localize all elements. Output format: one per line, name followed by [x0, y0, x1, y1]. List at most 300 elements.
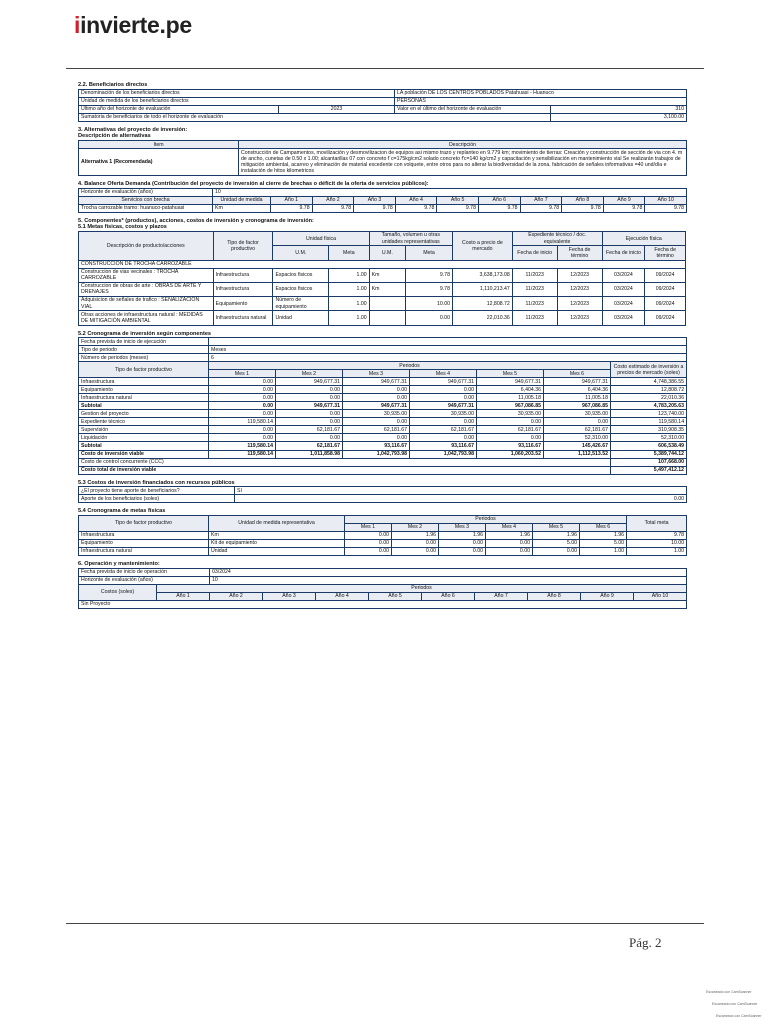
row-label: Infraestructura: [79, 378, 209, 386]
year-header: Año 6: [422, 592, 475, 600]
cell-value: 62,181.67: [544, 426, 611, 434]
factor-type: Infraestructura: [213, 282, 273, 296]
exp-start: 11/2023: [512, 311, 557, 325]
factor-type: Infraestructura: [79, 532, 209, 540]
product-description: Construccion de obras de arte : OBRAS DE ARTE Y DRENAJES: [79, 282, 214, 296]
cell-value: 0.00: [209, 402, 276, 410]
scanner-stamp: Escaneado con CamScanner: [712, 1002, 758, 1006]
exp-end: 12/2023: [557, 282, 602, 296]
col-header: Fecha de término: [557, 246, 602, 260]
row-total: 123,740.00: [611, 410, 687, 418]
value: [209, 338, 687, 346]
product-description: Adquisicion de señales de trafico : SEÑALIZACIÓN VIAL: [79, 297, 214, 311]
unit-2: [369, 297, 405, 311]
exp-end: 12/2023: [557, 268, 602, 282]
product-description: Otras acciones de infraestructura natural : MEDIDAS DE MITIGACIÓN AMBIENTAL: [79, 311, 214, 325]
month-header: Mes 6: [544, 370, 611, 378]
exec-end: 09/2024: [645, 297, 686, 311]
cell-value: 30,935.00: [343, 410, 410, 418]
cell-value: 0.00: [410, 386, 477, 394]
cell-value: 0.00: [343, 386, 410, 394]
cell-value: 30,935.00: [477, 410, 544, 418]
cell-value: 1,042,793.98: [410, 450, 477, 458]
meta-2: 0.00: [405, 311, 452, 325]
section-subtitle: 5.1 Metas físicas, costos y plazos: [78, 224, 167, 231]
exec-end: 09/2024: [645, 282, 686, 296]
col-header: Fecha de inicio: [602, 246, 645, 260]
cell-value: 0.00: [486, 548, 533, 556]
unit: Espacios fisicos: [273, 268, 329, 282]
year-header: Año 5: [437, 196, 479, 204]
ccc-value: 107,668.00: [611, 458, 687, 466]
cell-value: 0.00: [345, 548, 392, 556]
meta: 1.00: [329, 268, 370, 282]
col-header: Descripción: [239, 141, 687, 149]
row-total: 4,783,205.63: [611, 402, 687, 410]
table-row: [79, 402, 687, 410]
alternative-description: Construcción de Campamentos, movilización y desmovilizacion de equipos asi mismo trazo y replanteo en 9.779 km; movimiento de tierras: Creación y construcción de sección de via con 4. m de ancho, cunetas de 0.50 x 1.00; alcantarillas 07 con concreto f´c=175kg/cm2 solado concreto f'c=140 kg/cm2 y capacitación y sensibilización en mantenimiento vial Se realizarán trabajos de mitigación ambiental, acarreo y eliminación de material excedente con volquete, entre otros para no alterar la biodiversidad de la zona. fabricación de señales informativas =40 und/día e instalación de hitos kilometricos: [239, 149, 687, 176]
row-label: Liquidación: [79, 434, 209, 442]
table-row: [79, 548, 687, 556]
month-header: Mes 2: [392, 524, 439, 532]
row-total: 5,389,744.12: [611, 450, 687, 458]
cell-value: 0.00: [209, 386, 276, 394]
factor-type: Equipamiento: [79, 540, 209, 548]
col-header: Periodos: [209, 362, 611, 370]
total-label: Costo total de inversión viable: [79, 466, 611, 474]
meta-2: 10.00: [405, 297, 452, 311]
cell-value: 0.00: [276, 434, 343, 442]
col-header: Servicios con brecha: [79, 196, 213, 204]
cell-value: 5.00: [533, 540, 580, 548]
cell-value: 0.00: [343, 394, 410, 402]
unit-2: [369, 311, 405, 325]
col-header: Total meta: [627, 515, 687, 531]
cell-value: 949,677.31: [544, 378, 611, 386]
row-total: 310,908.35: [611, 426, 687, 434]
exec-end: 09/2024: [645, 268, 686, 282]
cell-value: 5.00: [580, 540, 627, 548]
cell-value: 0.00: [276, 418, 343, 426]
col-header: Expediente técnico / doc. equivalente: [512, 232, 602, 246]
cell-value: 967,086.85: [544, 402, 611, 410]
year-header: Año 8: [528, 592, 581, 600]
month-header: Mes 5: [533, 524, 580, 532]
month-header: Mes 3: [439, 524, 486, 532]
row-label: Subtotal: [79, 442, 209, 450]
value: LA población DE LOS CENTROS POBLADOS Patahuasi - Huanuco: [395, 89, 687, 97]
unit: Km: [213, 204, 271, 212]
exec-start: 03/2024: [602, 282, 645, 296]
cost: 3,638,173.08: [452, 268, 512, 282]
exp-end: 12/2023: [557, 311, 602, 325]
year-header: Año 9: [581, 592, 634, 600]
year-value: 9.78: [354, 204, 396, 212]
year-value: 9.78: [271, 204, 313, 212]
col-header: Fecha de término: [645, 246, 686, 260]
col-header: Ejecución física: [602, 232, 685, 246]
row-label: Supervisión: [79, 426, 209, 434]
year-header: Año 10: [634, 592, 687, 600]
cell-value: 949,677.31: [276, 402, 343, 410]
value: 310: [551, 105, 687, 113]
table-row: [79, 418, 687, 426]
service-name: Trocha carrozable tramo: huanuco-patahuasi: [79, 204, 213, 212]
cell-value: 967,086.85: [477, 402, 544, 410]
month-header: Mes 4: [410, 370, 477, 378]
operacion-table: [78, 568, 687, 609]
section-title: 6. Operación y mantenimiento:: [78, 561, 160, 568]
row-label: Costo de inversión viable: [79, 450, 209, 458]
cell-value: 0.00: [276, 410, 343, 418]
year-header: Año 10: [645, 196, 687, 204]
col-header: Costo estimado de inversión a precios de mercado (soles): [611, 362, 687, 378]
table-row: [79, 268, 686, 282]
factor-type: Infraestructura natural: [79, 548, 209, 556]
month-header: Mes 3: [343, 370, 410, 378]
scanner-stamp: Escaneado con CamScanner: [706, 990, 752, 994]
cell-value: 30,935.00: [410, 410, 477, 418]
col-header: U.M.: [369, 246, 405, 260]
row-total: 119,580.14: [611, 418, 687, 426]
cell-value: 1,011,858.98: [276, 450, 343, 458]
cell-value: 1.96: [580, 532, 627, 540]
cell-value: 1,042,793.98: [343, 450, 410, 458]
unit: Número de equipamiento: [273, 297, 329, 311]
cell-value: 0.00: [477, 418, 544, 426]
label: Fecha prevista de inicio de ejecución: [79, 338, 209, 346]
cell-value: 52,310.00: [544, 434, 611, 442]
cost: 22,010.36: [452, 311, 512, 325]
value: 10: [213, 188, 687, 196]
cell-value: 0.00: [439, 548, 486, 556]
cost: 12,808.72: [452, 297, 512, 311]
cell-value: 6,404.36: [477, 386, 544, 394]
cell-value: 0.00: [477, 434, 544, 442]
group-row: CONSTRUCCIÓN DE TROCHA CARROZABLE: [79, 260, 686, 268]
year-value: 9.78: [395, 204, 437, 212]
month-header: Mes 4: [486, 524, 533, 532]
year-header: Año 5: [369, 592, 422, 600]
page-number: Pág. 2: [629, 935, 662, 950]
col-header: Unidad física: [273, 232, 369, 246]
exp-start: 11/2023: [512, 282, 557, 296]
table-row: [79, 442, 687, 450]
cell-value: 0.00: [392, 548, 439, 556]
value: PERSONAS: [395, 97, 687, 105]
table-row: [79, 297, 686, 311]
col-header: Costo a precio de mercado: [452, 232, 512, 261]
value: SI: [235, 487, 687, 495]
cell-value: 1.96: [533, 532, 580, 540]
logo-text: invierte.pe: [80, 12, 192, 38]
year-value: 9.78: [645, 204, 687, 212]
row-total: 10.00: [627, 540, 687, 548]
metas-cronograma-table: [78, 515, 687, 556]
cell-value: 0.00: [209, 378, 276, 386]
meta: 1.00: [329, 311, 370, 325]
value: 3,100.00: [551, 113, 687, 121]
balance-table: [78, 188, 687, 213]
year-value: 9.78: [437, 204, 479, 212]
value: 10: [210, 576, 687, 584]
cell-value: 0.00: [345, 532, 392, 540]
row-total: 4,748,386.55: [611, 378, 687, 386]
col-header: Meta: [329, 246, 370, 260]
factor-type: Infraestructura: [213, 268, 273, 282]
cell-value: 0.00: [410, 434, 477, 442]
col-header: Periodos: [345, 515, 627, 523]
cell-value: 1,060,203.52: [477, 450, 544, 458]
exec-start: 03/2024: [602, 268, 645, 282]
unit: Unidad: [273, 311, 329, 325]
section-subtitle: Descripción de alternativas: [78, 133, 151, 140]
cell-value: 0.00: [410, 394, 477, 402]
section-title: 4. Balance Oferta Demanda (Contribución del proyecto de inversión al cierre de brechas o déficit de la oferta de servicios públicos):: [78, 180, 429, 187]
cell-value: 11,005.18: [477, 394, 544, 402]
exec-end: 09/2024: [645, 311, 686, 325]
row-label: Gestion del proyecto: [79, 410, 209, 418]
label: Aporte de los beneficiarios (soles): [79, 495, 235, 503]
col-header: Tamaño, volumen u otras unidades representativas: [369, 232, 452, 246]
col-header: Tipo de factor productivo: [213, 232, 273, 261]
unit: Unidad: [209, 548, 345, 556]
col-header: Tipo de factor productivo: [79, 515, 209, 531]
cell-value: 62,181.67: [276, 426, 343, 434]
table-row: [79, 540, 687, 548]
table-row: [79, 434, 687, 442]
unit: Kit de equipamiento: [209, 540, 345, 548]
label: Horizonte de evaluación (años): [79, 576, 210, 584]
cell-value: 0.00: [276, 386, 343, 394]
year-value: 9.78: [603, 204, 645, 212]
table-row: [79, 532, 687, 540]
year-header: Año 8: [562, 196, 604, 204]
label: Sumatoria de beneficiarios de todo el horizonte de evaluación: [79, 113, 551, 121]
cell-value: 93,116.67: [410, 442, 477, 450]
footer-divider: [66, 923, 704, 924]
year-header: Año 2: [312, 196, 354, 204]
row-total: 1.00: [627, 548, 687, 556]
row-total: 606,538.49: [611, 442, 687, 450]
ccc-label: Costo de control concurrente (CCC): [79, 458, 611, 466]
section-title: 3. Alternativas del proyecto de inversión:: [78, 126, 188, 133]
cell-value: 0.00: [209, 426, 276, 434]
cell-value: 0.00: [276, 394, 343, 402]
col-header: Periodos: [157, 584, 687, 592]
year-header: Año 9: [603, 196, 645, 204]
year-value: 9.78: [478, 204, 520, 212]
table-row: [79, 311, 686, 325]
scanner-stamp: Escaneado con CamScanner: [716, 1014, 762, 1018]
meta-2: 9.78: [405, 282, 452, 296]
value: 03/2024: [210, 568, 687, 576]
table-row: [79, 410, 687, 418]
table-row: [79, 394, 687, 402]
year-header: Año 6: [478, 196, 520, 204]
exp-start: 11/2023: [512, 297, 557, 311]
aporte-table: [78, 486, 687, 503]
exec-start: 03/2024: [602, 311, 645, 325]
row-total: 22,010.36: [611, 394, 687, 402]
row-total: 12,808.72: [611, 386, 687, 394]
row-total: 9.78: [627, 532, 687, 540]
row-total: 52,310.00: [611, 434, 687, 442]
year-header: Año 7: [475, 592, 528, 600]
cell-value: 62,181.67: [477, 426, 544, 434]
row-label: Sin Proyecto: [79, 600, 687, 608]
unit-2: Km: [369, 268, 405, 282]
cell-value: 62,181.67: [276, 442, 343, 450]
month-header: Mes 1: [209, 370, 276, 378]
year-header: Año 1: [271, 196, 313, 204]
beneficiarios-table: [78, 89, 687, 122]
cell-value: 93,116.67: [477, 442, 544, 450]
unit: Km: [209, 532, 345, 540]
cell-value: 0.00: [209, 394, 276, 402]
table-row: [79, 450, 687, 458]
label: Horizonte de evaluación (años): [79, 188, 213, 196]
cell-value: 949,677.31: [477, 378, 544, 386]
factor-type: Infraestructura natural: [213, 311, 273, 325]
table-row: [79, 426, 687, 434]
value: 0.00: [235, 495, 687, 503]
header-divider: [66, 68, 704, 69]
section-title: 5.2 Cronograma de inversión según componentes: [78, 330, 212, 337]
col-header: U.M.: [273, 246, 329, 260]
cell-value: 1.96: [486, 532, 533, 540]
cell-value: 62,181.67: [410, 426, 477, 434]
label: ¿El proyecto tiene aporte de beneficiarios?: [79, 487, 235, 495]
table-row: [79, 378, 687, 386]
section-title: 2.2. Beneficiarios directos: [78, 82, 148, 88]
cell-value: 949,677.31: [276, 378, 343, 386]
cell-value: 949,677.31: [410, 378, 477, 386]
factor-type: Equipamiento: [213, 297, 273, 311]
year-header: Año 3: [263, 592, 316, 600]
meta: 1.00: [329, 282, 370, 296]
value: Meses: [209, 346, 687, 354]
col-header: Unidad de medida representativa: [209, 515, 345, 531]
row-label: Equipamiento: [79, 386, 209, 394]
cell-value: 6,404.36: [544, 386, 611, 394]
cell-value: 119,580.14: [209, 450, 276, 458]
month-header: Mes 2: [276, 370, 343, 378]
label: Fecha prevista de inicio de operación: [79, 568, 210, 576]
cell-value: 949,677.31: [410, 402, 477, 410]
col-header: Descripción de producto/acciones: [79, 232, 214, 261]
col-header: Unidad de medida: [213, 196, 271, 204]
col-header: Item: [79, 141, 239, 149]
cell-value: 62,181.67: [343, 426, 410, 434]
cell-value: 949,677.31: [343, 378, 410, 386]
alternative-name: Alternativa 1 (Recomendada): [79, 149, 239, 176]
label: Tipo de periodo: [79, 346, 209, 354]
label: Número de periodos (meses): [79, 354, 209, 362]
month-header: Mes 6: [580, 524, 627, 532]
cell-value: 0.00: [343, 418, 410, 426]
year-header: Año 1: [157, 592, 210, 600]
cost: 1,110,213.47: [452, 282, 512, 296]
section-title: 5.4 Cronograma de metas físicas: [78, 508, 166, 515]
cell-value: 0.00: [533, 548, 580, 556]
year-header: Año 7: [520, 196, 562, 204]
year-value: 9.78: [520, 204, 562, 212]
cell-value: 0.00: [486, 540, 533, 548]
cell-value: 1.00: [580, 548, 627, 556]
col-header: Tipo de factor productivo: [79, 362, 209, 378]
document-body: [78, 82, 686, 609]
table-row: [79, 386, 687, 394]
alternativas-table: [78, 140, 687, 176]
col-header: Fecha de inicio: [512, 246, 557, 260]
unit: Espacios fisicos: [273, 282, 329, 296]
cronograma-table: [78, 337, 687, 474]
cell-value: 0.00: [209, 434, 276, 442]
section-title: 5. Componentes* (productos), acciones, costos de inversión y cronograma de inversión:: [78, 217, 314, 224]
table-row: [79, 282, 686, 296]
metas-table: [78, 231, 686, 326]
year-header: Año 4: [316, 592, 369, 600]
col-header: Costos (soles): [79, 584, 157, 600]
col-header: Meta: [405, 246, 452, 260]
cell-value: 0.00: [343, 434, 410, 442]
year-header: Año 4: [395, 196, 437, 204]
total-value: 5,497,412.12: [611, 466, 687, 474]
cell-value: 119,580.14: [209, 418, 276, 426]
month-header: Mes 5: [477, 370, 544, 378]
value: 2023: [279, 105, 395, 113]
year-value: 9.78: [312, 204, 354, 212]
cell-value: 0.00: [439, 540, 486, 548]
exec-start: 03/2024: [602, 297, 645, 311]
year-header: Año 2: [210, 592, 263, 600]
label: Valor en el último del horizonte de evaluación: [395, 105, 551, 113]
meta-2: 9.78: [405, 268, 452, 282]
label: Último año del horizonte de evaluación: [79, 105, 279, 113]
exp-start: 11/2023: [512, 268, 557, 282]
cell-value: 0.00: [345, 540, 392, 548]
row-label: Subtotal: [79, 402, 209, 410]
label: Unidad de medida de los beneficiarios directos: [79, 97, 395, 105]
product-description: Construccion de vias vecinales : TROCHA CARROZABLE: [79, 268, 214, 282]
meta: 1.00: [329, 297, 370, 311]
year-value: 9.78: [562, 204, 604, 212]
cell-value: 1.96: [392, 532, 439, 540]
cell-value: 93,116.67: [343, 442, 410, 450]
cell-value: 0.00: [544, 418, 611, 426]
cell-value: 11,005.18: [544, 394, 611, 402]
month-header: Mes 1: [345, 524, 392, 532]
section-title: 5.3 Costos de inversión financiados con recursos públicos: [78, 479, 235, 486]
cell-value: 949,677.31: [343, 402, 410, 410]
cell-value: 119,580.14: [209, 442, 276, 450]
value: 6: [209, 354, 687, 362]
cell-value: 1,112,513.52: [544, 450, 611, 458]
cell-value: 0.00: [392, 540, 439, 548]
row-label: Infraestructura natural: [79, 394, 209, 402]
unit-2: Km: [369, 282, 405, 296]
exp-end: 12/2023: [557, 297, 602, 311]
row-label: Expediente técnico: [79, 418, 209, 426]
label: Denominación de los beneficiarios directos: [79, 89, 395, 97]
cell-value: 1.96: [439, 532, 486, 540]
year-header: Año 3: [354, 196, 396, 204]
cell-value: 30,935.00: [544, 410, 611, 418]
cell-value: 0.00: [410, 418, 477, 426]
invierte-logo: iinvierte.pe: [74, 12, 192, 38]
cell-value: 145,426.67: [544, 442, 611, 450]
